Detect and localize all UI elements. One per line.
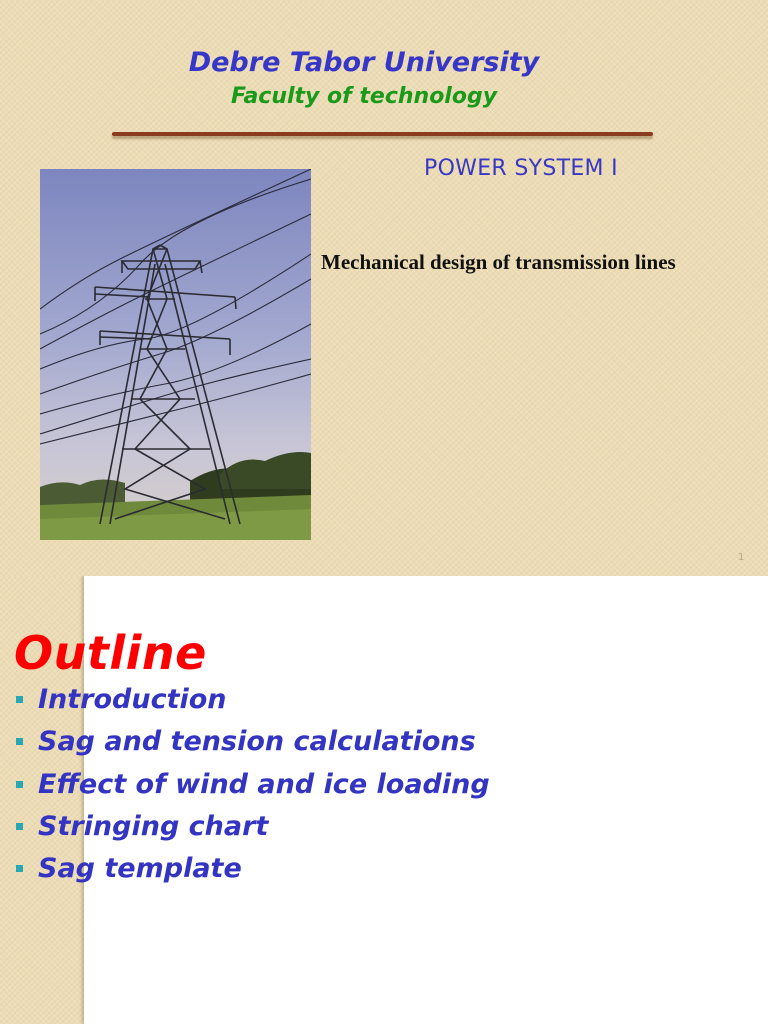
outline-item-label: Effect of wind and ice loading (38, 768, 490, 800)
outline-item-label: Sag and tension calculations (38, 726, 476, 758)
faculty-subtitle: Faculty of technology (230, 84, 498, 109)
title-divider (112, 132, 653, 136)
outline-item-label: Stringing chart (38, 810, 269, 842)
square-bullet-icon (16, 696, 23, 703)
outline-slide (0, 576, 768, 1024)
university-title: Debre Tabor University (188, 47, 540, 78)
outline-item-label: Introduction (38, 684, 227, 715)
outline-item-label: Sag template (38, 853, 242, 885)
slide-page-number: 1 (738, 552, 745, 563)
square-bullet-icon (16, 823, 23, 830)
square-bullet-icon (16, 865, 23, 872)
course-name: POWER SYSTEM I (424, 156, 618, 181)
square-bullet-icon (16, 781, 23, 788)
transmission-tower-photo (40, 169, 311, 540)
square-bullet-icon (16, 738, 23, 745)
outline-heading: Outline (14, 626, 207, 680)
lecture-topic: Mechanical design of transmission lines (321, 250, 676, 274)
